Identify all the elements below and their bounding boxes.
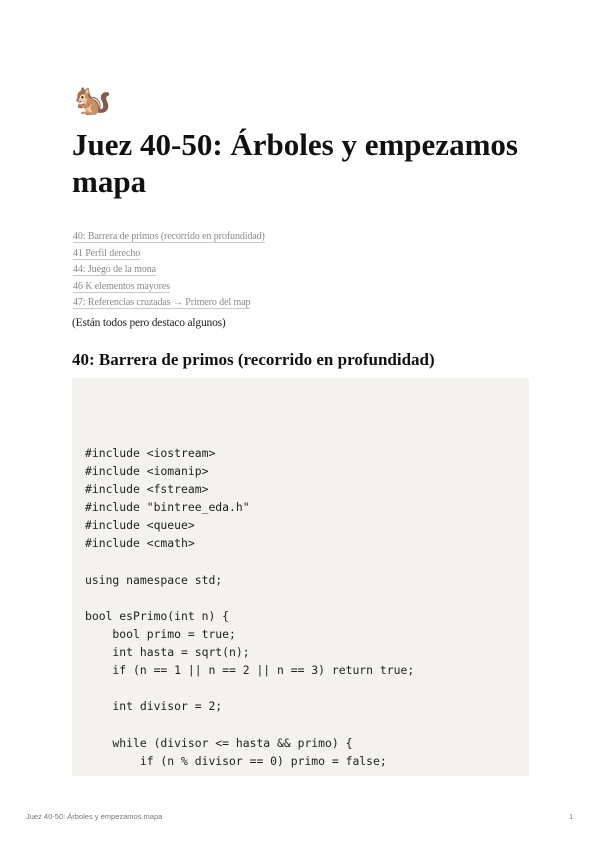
intro-note: (Están todos pero destaco algunos) bbox=[72, 317, 226, 329]
toc-item bbox=[73, 293, 265, 310]
code-block bbox=[72, 378, 529, 776]
section-heading: 40: Barrera de primos (recorrido en profundidad) bbox=[72, 350, 435, 369]
toc-item bbox=[73, 244, 265, 261]
toc-item bbox=[73, 260, 265, 277]
footer-title: Juez 40-50: Árboles y empezamos mapa bbox=[26, 812, 163, 821]
toc-link-barrera-de-primos[interactable]: 40: Barrera de primos (recorrido en profundidad) bbox=[73, 231, 265, 242]
toc-link-k-elementos-mayores[interactable]: 46 K elementos mayores bbox=[73, 280, 170, 292]
chipmunk-icon: 🐿️ bbox=[74, 83, 112, 118]
toc-link-juego-de-la-mona[interactable]: 44: Juego de la mona bbox=[73, 264, 156, 276]
toc-link-perfil-derecho[interactable]: 41 Perfil derecho bbox=[73, 247, 141, 259]
table-of-contents bbox=[73, 227, 265, 310]
toc-item bbox=[73, 227, 265, 244]
footer-page-number: 1 bbox=[569, 812, 574, 821]
toc-item bbox=[73, 277, 265, 294]
code-content: #include <iostream> #include <iomanip> #include <fstream> #include "bintree_eda.h" #include <queue> #include <cmath> using namespace std; bool esPrimo(int n) { bool primo = true; int hasta = sqrt(n); if (n == 1 || n == 2 || n == 3) return true; int divisor = 2; while (divisor <= hasta && primo) { if (n % divisor == 0) primo = false; bbox=[85, 446, 415, 768]
toc-link-referencias-cruzadas[interactable]: 47: Referencias cruzadas → Primero del map bbox=[73, 297, 251, 309]
page-title: Juez 40-50: Árboles y empezamos mapa bbox=[72, 127, 518, 199]
